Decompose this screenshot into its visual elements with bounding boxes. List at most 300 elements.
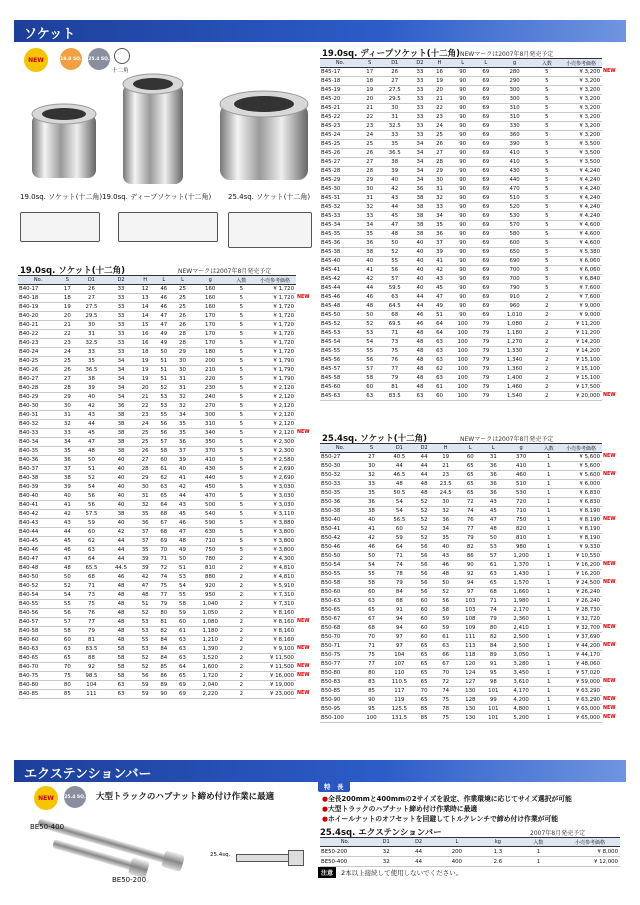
cell-value: 34 bbox=[410, 176, 430, 185]
cell-value: 33 bbox=[410, 122, 430, 131]
cell-value: 69 bbox=[476, 257, 495, 266]
cell-value: 63 bbox=[77, 546, 107, 555]
new-mark bbox=[602, 131, 620, 140]
cell-value: 127 bbox=[459, 678, 482, 687]
cell-value: 20 bbox=[58, 312, 77, 321]
cell-value: 38 bbox=[106, 438, 136, 447]
cell-value: 48 bbox=[106, 609, 136, 618]
table-row bbox=[320, 579, 620, 588]
cell-value: 59 bbox=[433, 624, 459, 633]
cell-value: 34 bbox=[58, 438, 77, 447]
cell-value: 46 bbox=[154, 285, 173, 294]
new-mark bbox=[296, 555, 314, 564]
cell-value: 32 bbox=[360, 471, 383, 480]
cell-value: 5 bbox=[229, 492, 254, 501]
cell-value: 69 bbox=[476, 167, 495, 176]
cell-part-no: B45-33 bbox=[320, 212, 360, 221]
table-row bbox=[320, 489, 620, 498]
cell-value: 50 bbox=[482, 534, 505, 543]
cell-value: 31 bbox=[379, 113, 410, 122]
cell-value: 1 bbox=[537, 453, 560, 462]
cell-price: ¥ 7,310 bbox=[254, 591, 296, 600]
cell-part-no: B45-58 bbox=[320, 374, 360, 383]
cell-value: 20 bbox=[136, 384, 155, 393]
cell-part-no: B40-75 bbox=[18, 672, 58, 681]
cell-value: 60 bbox=[416, 597, 433, 606]
cell-value: 1 bbox=[537, 678, 560, 687]
cell-value: 40 bbox=[410, 257, 430, 266]
cell-value: 90 bbox=[449, 167, 476, 176]
table-row bbox=[18, 663, 314, 672]
new-mark bbox=[296, 474, 314, 483]
cell-value: 25 bbox=[173, 285, 192, 294]
col-qty: 入数 bbox=[537, 444, 560, 453]
cell-value: 24.5 bbox=[433, 489, 459, 498]
cell-value: 430 bbox=[496, 167, 534, 176]
cell-value: 36 bbox=[106, 402, 136, 411]
cell-part-no: B40-18 bbox=[18, 294, 58, 303]
table-row bbox=[18, 510, 314, 519]
col-price: 小売参考価格 bbox=[254, 276, 296, 285]
cell-value: 46 bbox=[106, 573, 136, 582]
cell-value: 101 bbox=[482, 705, 505, 714]
cell-value: 83.5 bbox=[77, 645, 107, 654]
cell-value: 2 bbox=[229, 573, 254, 582]
cell-value: 370 bbox=[505, 453, 538, 462]
cell-price: ¥ 5,600 bbox=[560, 462, 602, 471]
cell-value: 1 bbox=[537, 669, 560, 678]
cell-part-no: B45-48 bbox=[320, 302, 360, 311]
cell-value: 50 bbox=[379, 239, 410, 248]
cell-value: 310 bbox=[192, 420, 229, 429]
cell-value: 1 bbox=[517, 847, 560, 857]
cell-value: 1,980 bbox=[505, 597, 538, 606]
cell-value: 46 bbox=[410, 311, 430, 320]
new-mark bbox=[296, 420, 314, 429]
cell-value: 710 bbox=[505, 507, 538, 516]
cell-part-no: B50-36 bbox=[320, 498, 360, 507]
cell-value: 44 bbox=[58, 528, 77, 537]
cell-value: 64 bbox=[154, 501, 173, 510]
new-mark bbox=[296, 357, 314, 366]
cell-part-no: B40-39 bbox=[18, 483, 58, 492]
cell-value: 51 bbox=[430, 311, 449, 320]
cell-value: 42 bbox=[360, 534, 383, 543]
cell-price: ¥ 4,810 bbox=[254, 564, 296, 573]
cell-value: 1,520 bbox=[192, 654, 229, 663]
cell-price: ¥ 3,800 bbox=[254, 537, 296, 546]
cell-value: 75 bbox=[360, 651, 383, 660]
cell-price: ¥ 15,100 bbox=[560, 365, 602, 374]
cell-value: 600 bbox=[496, 239, 534, 248]
cell-value: 31 bbox=[360, 194, 379, 203]
cell-value: 46 bbox=[360, 293, 379, 302]
cell-value: 1 bbox=[537, 543, 560, 552]
cell-value: 42 bbox=[106, 528, 136, 537]
cell-value: 210 bbox=[192, 366, 229, 375]
cell-value: 90 bbox=[449, 149, 476, 158]
table-row bbox=[18, 330, 314, 339]
cell-value: 32 bbox=[173, 393, 192, 402]
cell-part-no: B40-32 bbox=[18, 420, 58, 429]
new-mark bbox=[602, 95, 620, 104]
cell-part-no: B45-60 bbox=[320, 383, 360, 392]
cell-value: 95 bbox=[482, 669, 505, 678]
ext-new-badge: NEW bbox=[34, 786, 58, 810]
cell-value: 31 bbox=[430, 185, 449, 194]
cell-value: 26 bbox=[58, 366, 77, 375]
new-mark bbox=[602, 104, 620, 113]
cell-value: 58 bbox=[360, 579, 383, 588]
cell-value: 90 bbox=[449, 311, 476, 320]
table-row bbox=[320, 525, 620, 534]
cell-value: 38 bbox=[360, 248, 379, 257]
table-row bbox=[18, 312, 314, 321]
cell-price: ¥ 2,120 bbox=[254, 393, 296, 402]
cell-value: 1,270 bbox=[496, 338, 534, 347]
cell-part-no: B45-41 bbox=[320, 266, 360, 275]
cell-part-no: B50-83 bbox=[320, 678, 360, 687]
cell-value: 36.5 bbox=[77, 366, 107, 375]
table-row bbox=[320, 705, 620, 714]
new-mark bbox=[296, 312, 314, 321]
cell-value: 54 bbox=[173, 582, 192, 591]
cell-value: 43 bbox=[433, 552, 459, 561]
cell-value: 25 bbox=[360, 140, 379, 149]
cell-value: 5 bbox=[534, 212, 560, 221]
cell-value: 88 bbox=[77, 654, 107, 663]
cell-value: 73 bbox=[379, 338, 410, 347]
cell-value: 26 bbox=[360, 149, 379, 158]
cell-value: 79 bbox=[482, 615, 505, 624]
cell-value: 5 bbox=[534, 95, 560, 104]
table-row bbox=[320, 687, 620, 696]
cell-price: ¥ 9,100 bbox=[254, 645, 296, 654]
cell-part-no: B40-45 bbox=[18, 537, 58, 546]
col-qty: 入数 bbox=[534, 59, 560, 68]
cell-price: ¥ 1,720 bbox=[254, 294, 296, 303]
table-row bbox=[320, 257, 620, 266]
new-mark bbox=[602, 543, 620, 552]
cell-price: ¥ 2,300 bbox=[254, 438, 296, 447]
new-mark bbox=[602, 257, 620, 266]
table-row bbox=[18, 411, 314, 420]
cell-value: 5 bbox=[534, 68, 560, 77]
cell-price: ¥ 3,500 bbox=[560, 149, 602, 158]
cell-value: 230 bbox=[192, 384, 229, 393]
table-row bbox=[320, 453, 620, 462]
cell-value: 1 bbox=[537, 489, 560, 498]
cell-value: 103 bbox=[459, 597, 482, 606]
cell-value: 69 bbox=[476, 248, 495, 257]
cell-value: 750 bbox=[505, 516, 538, 525]
cell-value: 5 bbox=[534, 194, 560, 203]
socket-photo-1 bbox=[26, 100, 102, 184]
cell-price: ¥ 3,200 bbox=[560, 68, 602, 77]
cell-value: 5 bbox=[534, 167, 560, 176]
cell-value: 90 bbox=[449, 275, 476, 284]
cell-value: 48 bbox=[106, 582, 136, 591]
cell-value: 1,430 bbox=[505, 570, 538, 579]
cell-value: 5 bbox=[229, 411, 254, 420]
cell-part-no: B40-20 bbox=[18, 312, 58, 321]
cell-value: 33 bbox=[106, 312, 136, 321]
cell-value: 27 bbox=[77, 294, 107, 303]
cell-value: 28 bbox=[360, 167, 379, 176]
cell-part-no: B45-52 bbox=[320, 320, 360, 329]
cell-part-no: B45-44 bbox=[320, 284, 360, 293]
cell-value: 100 bbox=[449, 347, 476, 356]
cell-value: 950 bbox=[192, 591, 229, 600]
cell-value: 1 bbox=[537, 498, 560, 507]
new-mark: NEW bbox=[297, 691, 310, 696]
cell-part-no: B40-21 bbox=[18, 321, 58, 330]
cell-price: ¥ 3,500 bbox=[560, 140, 602, 149]
cell-value: 2 bbox=[229, 690, 254, 699]
cell-value: 79 bbox=[459, 534, 482, 543]
cell-value: 111 bbox=[459, 633, 482, 642]
cell-value: 53 bbox=[136, 627, 155, 636]
cell-value: 30 bbox=[173, 366, 192, 375]
cell-value: 48 bbox=[58, 564, 77, 573]
cell-value: 53 bbox=[136, 645, 155, 654]
cell-price: ¥ 57,020 bbox=[560, 669, 602, 678]
cell-value: 2 bbox=[534, 320, 560, 329]
cell-value: 29.5 bbox=[379, 95, 410, 104]
cell-part-no: B45-63 bbox=[320, 392, 360, 401]
cell-value: 23 bbox=[430, 113, 449, 122]
cell-value: 33 bbox=[106, 303, 136, 312]
cell-value: 32 bbox=[360, 203, 379, 212]
cell-value: 77 bbox=[154, 591, 173, 600]
new-mark bbox=[602, 194, 620, 203]
ext-col-d1: D1 bbox=[370, 838, 402, 847]
table-row bbox=[320, 365, 620, 374]
cell-value: 2 bbox=[229, 681, 254, 690]
cell-value: 44 bbox=[77, 420, 107, 429]
cell-value: 33 bbox=[410, 77, 430, 86]
cell-value: 26 bbox=[430, 140, 449, 149]
cell-value: 27.5 bbox=[77, 303, 107, 312]
table-row bbox=[18, 483, 314, 492]
cell-value: 26 bbox=[136, 447, 155, 456]
cell-value: 63 bbox=[360, 597, 383, 606]
cell-part-no: B40-42 bbox=[18, 510, 58, 519]
cell-value: 70 bbox=[360, 633, 383, 642]
cell-part-no: B50-35 bbox=[320, 489, 360, 498]
cell-value: 69 bbox=[476, 302, 495, 311]
cell-value: 47 bbox=[154, 312, 173, 321]
cell-value: 100 bbox=[449, 338, 476, 347]
cell-value: 60 bbox=[360, 383, 379, 392]
cell-price: ¥ 37,690 bbox=[560, 633, 602, 642]
table-row bbox=[320, 516, 620, 525]
cell-value: 38 bbox=[106, 411, 136, 420]
table-row bbox=[320, 320, 620, 329]
cell-value: 130 bbox=[459, 705, 482, 714]
cell-value: 65 bbox=[58, 654, 77, 663]
cell-value: 2,410 bbox=[505, 624, 538, 633]
cell-value: 50 bbox=[173, 555, 192, 564]
cell-value: 48 bbox=[410, 329, 430, 338]
table-row bbox=[18, 591, 314, 600]
cell-value: 19 bbox=[136, 357, 155, 366]
cell-price: ¥ 3,110 bbox=[254, 510, 296, 519]
cell-value: 79 bbox=[476, 320, 495, 329]
cell-value: 1,720 bbox=[192, 672, 229, 681]
cell-value: 1,210 bbox=[192, 636, 229, 645]
cell-value: 90 bbox=[154, 690, 173, 699]
new-mark bbox=[602, 176, 620, 185]
new-mark bbox=[602, 383, 620, 392]
cell-value: 110.5 bbox=[383, 678, 416, 687]
cell-value: 55 bbox=[379, 257, 410, 266]
new-mark bbox=[602, 329, 620, 338]
cell-value: 39 bbox=[136, 555, 155, 564]
cell-price: ¥ 6,830 bbox=[560, 489, 602, 498]
cell-value: 56 bbox=[416, 561, 433, 570]
cell-price: ¥ 7,600 bbox=[560, 293, 602, 302]
table-row bbox=[18, 573, 314, 582]
new-mark bbox=[296, 537, 314, 546]
cell-value: 35 bbox=[379, 140, 410, 149]
cell-part-no: B45-36 bbox=[320, 239, 360, 248]
cell-value: 48 bbox=[173, 537, 192, 546]
cell-value: 360 bbox=[496, 131, 534, 140]
cell-value: 81 bbox=[379, 383, 410, 392]
cell-value: 2,500 bbox=[505, 642, 538, 651]
cell-value: 3,050 bbox=[505, 651, 538, 660]
cell-value: 170 bbox=[192, 321, 229, 330]
ext-table-title: 25.4sq. エクステンションバー bbox=[320, 828, 442, 838]
cell-value: 470 bbox=[496, 185, 534, 194]
cell-value: 90 bbox=[449, 221, 476, 230]
cell-value: 71 bbox=[383, 552, 416, 561]
cell-part-no: B45-34 bbox=[320, 221, 360, 230]
cell-part-no: B50-42 bbox=[320, 534, 360, 543]
new-mark: NEW bbox=[603, 393, 616, 398]
cell-value: 38 bbox=[360, 507, 383, 516]
table-row bbox=[320, 185, 620, 194]
cell-value: 38 bbox=[106, 429, 136, 438]
cell-value: 410 bbox=[496, 158, 534, 167]
cell-value: 33 bbox=[410, 104, 430, 113]
table-row bbox=[320, 507, 620, 516]
new-mark bbox=[602, 311, 620, 320]
cell-part-no: B50-77 bbox=[320, 660, 360, 669]
cell-price: ¥ 4,240 bbox=[560, 185, 602, 194]
cell-value: 290 bbox=[496, 77, 534, 86]
cell-value: 97 bbox=[459, 588, 482, 597]
cell-value: 220 bbox=[192, 375, 229, 384]
table-row bbox=[320, 356, 620, 365]
cell-price: ¥ 1,720 bbox=[254, 285, 296, 294]
cell-value: 980 bbox=[505, 543, 538, 552]
cell-value: 83 bbox=[360, 678, 383, 687]
cell-part-no: B40-65 bbox=[18, 654, 58, 663]
cell-value: 35 bbox=[77, 357, 107, 366]
cell-value: 51 bbox=[154, 375, 173, 384]
cell-value: 15 bbox=[136, 321, 155, 330]
cell-value: 79 bbox=[476, 365, 495, 374]
socket-photo-2 bbox=[118, 70, 188, 190]
cell-price: ¥ 2,690 bbox=[254, 474, 296, 483]
cell-price: ¥ 5,600 bbox=[560, 453, 602, 462]
table-row bbox=[320, 480, 620, 489]
cell-value: 45 bbox=[58, 537, 77, 546]
cell-value: 1,080 bbox=[192, 618, 229, 627]
cell-value: 94 bbox=[459, 579, 482, 588]
new-mark bbox=[602, 570, 620, 579]
cell-part-no: B50-46 bbox=[320, 543, 360, 552]
cell-value: 65 bbox=[459, 480, 482, 489]
cell-value: 68 bbox=[482, 588, 505, 597]
cell-value: 40 bbox=[106, 519, 136, 528]
cell-value: 1,360 bbox=[496, 365, 534, 374]
cell-value: 25 bbox=[173, 294, 192, 303]
cell-value: 43 bbox=[482, 498, 505, 507]
cell-value: 75 bbox=[77, 600, 107, 609]
cell-price: ¥ 3,800 bbox=[254, 546, 296, 555]
new-mark bbox=[296, 600, 314, 609]
cell-value: 131.5 bbox=[383, 714, 416, 723]
cell-value: 90 bbox=[449, 122, 476, 131]
cell-value: 117 bbox=[383, 687, 416, 696]
col-no: No. bbox=[320, 59, 360, 68]
cell-part-no: B40-29 bbox=[18, 393, 58, 402]
cell-value: 36 bbox=[136, 519, 155, 528]
cell-part-no: B50-40 bbox=[320, 516, 360, 525]
cell-part-no: B40-34 bbox=[18, 438, 58, 447]
cell-price: ¥ 26,240 bbox=[560, 588, 602, 597]
cell-value: 43 bbox=[430, 275, 449, 284]
cell-value: 44 bbox=[173, 492, 192, 501]
col-new bbox=[296, 276, 314, 285]
new-mark: NEW bbox=[297, 646, 310, 651]
table-row bbox=[18, 528, 314, 537]
cell-part-no: B50-55 bbox=[320, 570, 360, 579]
cell-value: 63 bbox=[173, 645, 192, 654]
cell-value: 30 bbox=[77, 321, 107, 330]
cell-value: 1 bbox=[537, 534, 560, 543]
cell-value: 330 bbox=[496, 122, 534, 131]
section-title: ソケット bbox=[24, 27, 76, 42]
cell-value: 57.5 bbox=[77, 510, 107, 519]
table-row bbox=[18, 555, 314, 564]
cell-part-no: B45-32 bbox=[320, 203, 360, 212]
cell-value: 38 bbox=[410, 212, 430, 221]
col-l2: L bbox=[476, 59, 495, 68]
cell-value: 40 bbox=[106, 456, 136, 465]
cell-price: ¥ 32,700 bbox=[560, 624, 602, 633]
cell-part-no: B50-85 bbox=[320, 687, 360, 696]
cell-value: 51 bbox=[77, 465, 107, 474]
cell-value: 38 bbox=[58, 474, 77, 483]
cell-value: 54 bbox=[77, 483, 107, 492]
new-mark bbox=[602, 167, 620, 176]
cell-value: 20 bbox=[360, 95, 379, 104]
cell-value: 24 bbox=[360, 131, 379, 140]
cell-value: 55 bbox=[360, 347, 379, 356]
cell-value: 39 bbox=[379, 167, 410, 176]
cell-value: 300 bbox=[192, 411, 229, 420]
cell-part-no: B50-54 bbox=[320, 561, 360, 570]
cell-part-no: B50-80 bbox=[320, 669, 360, 678]
cell-value: 48 bbox=[77, 447, 107, 456]
cell-value: 3,280 bbox=[505, 660, 538, 669]
new-mark bbox=[296, 393, 314, 402]
cell-part-no: B40-37 bbox=[18, 465, 58, 474]
